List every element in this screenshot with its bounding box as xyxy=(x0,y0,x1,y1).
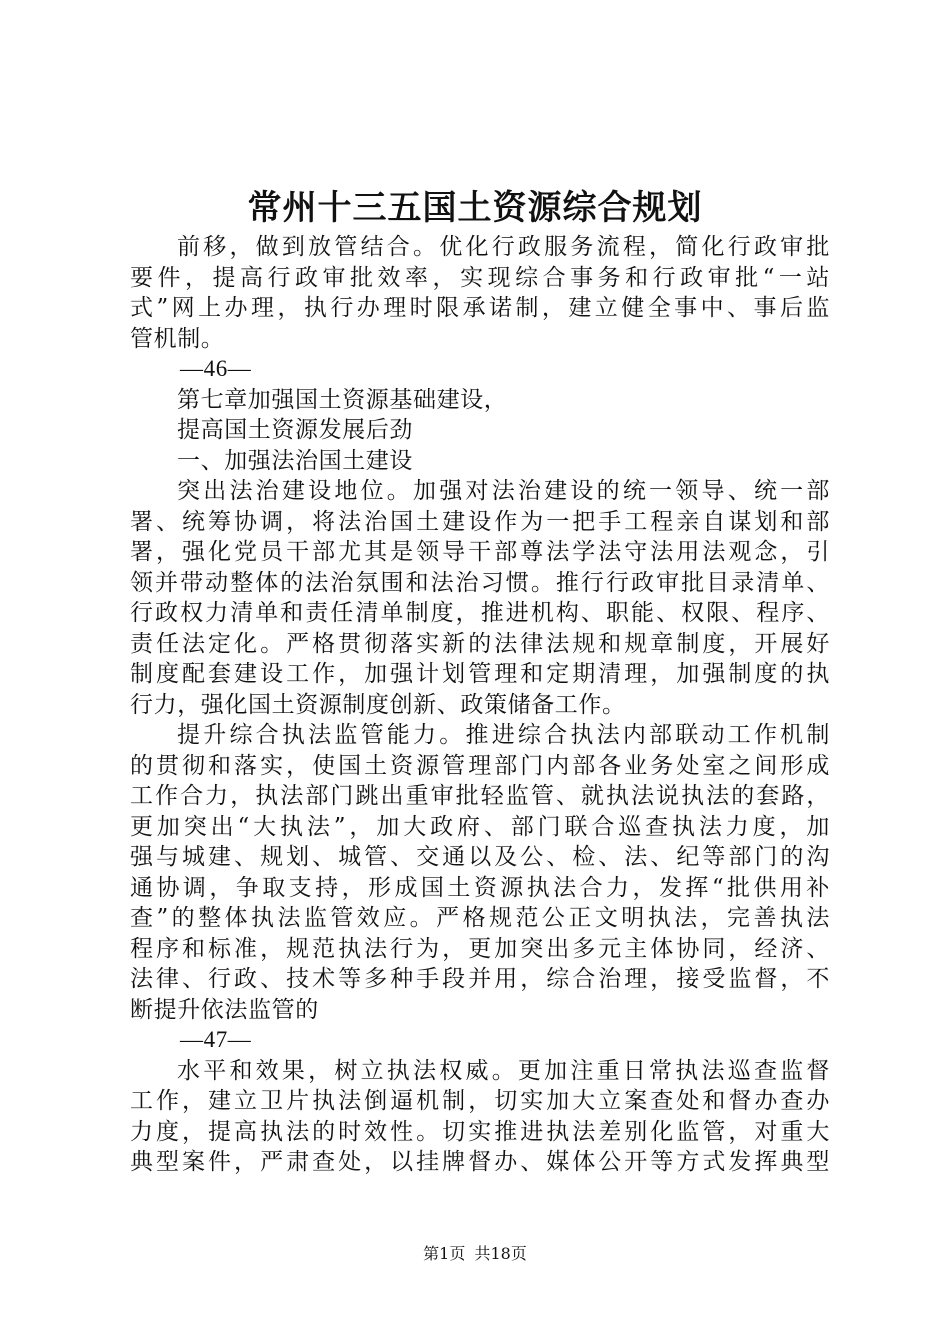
body-line: 查”的整体执法监管效应。严格规范公正文明执法，完善执法 xyxy=(130,905,830,931)
body-line: 式”网上办理，执行办理时限承诺制，建立健全事中、事后监 xyxy=(130,295,830,321)
chapter-heading: 第七章加强国土资源基础建设， xyxy=(177,386,508,413)
body-line: 要件，提高行政审批效率，实现综合事务和行政审批“一站 xyxy=(130,264,830,291)
page-marker: —47— xyxy=(180,1027,252,1052)
body-line: 力度，提高执法的时效性。切实推进执法差别化监管，对重大 xyxy=(130,1118,830,1145)
body-line: 前移，做到放管结合。优化行政服务流程，简化行政审批 xyxy=(177,234,830,260)
body-line: 责任法定化。严格贯彻落实新的法律法规和规章制度，开展好 xyxy=(130,630,830,657)
body-line: 制度配套建设工作，加强计划管理和定期清理，加强制度的执 xyxy=(130,661,830,687)
document-body xyxy=(130,232,830,1178)
body-line: 管机制。 xyxy=(130,325,225,352)
body-line: 强与城建、规划、城管、交通以及公、检、法、纪等部门的沟 xyxy=(130,844,830,870)
body-line: 通协调，争取支持，形成国土资源执法合力，发挥“批供用补 xyxy=(130,874,830,901)
body-line: 领并带动整体的法治氛围和法治习惯。推行行政审批目录清单、 xyxy=(130,569,830,596)
body-line: 典型案件，严肃查处，以挂牌督办、媒体公开等方式发挥典型 xyxy=(130,1149,830,1175)
chapter-heading: 提高国土资源发展后劲 xyxy=(177,417,413,443)
body-line: 水平和效果，树立执法权威。更加注重日常执法巡查监督 xyxy=(177,1057,830,1084)
body-line: 的贯彻和落实，使国土资源管理部门内部各业务处室之间形成 xyxy=(130,752,830,779)
body-line: 更加突出“大执法”，加大政府、部门联合巡查执法力度，加 xyxy=(130,813,830,840)
body-line: 法律、行政、技术等多种手段并用，综合治理，接受监督，不 xyxy=(130,966,830,992)
body-line: 行政权力清单和责任清单制度，推进机构、职能、权限、程序、 xyxy=(130,600,830,626)
body-line: 行力，强化国土资源制度创新、政策储备工作。 xyxy=(130,691,626,718)
body-line: 工作，建立卫片执法倒逼机制，切实加大立案查处和督办查办 xyxy=(130,1088,830,1114)
page-marker: —46— xyxy=(180,356,252,381)
section-heading: 一、加强法治国土建设 xyxy=(177,447,413,474)
page-footer xyxy=(0,1243,950,1265)
document-title: 常州十三五国土资源综合规划 xyxy=(247,188,703,228)
body-line: 署、统筹协调，将法治国土建设作为一把手工程亲自谋划和部 xyxy=(130,508,830,535)
page-number: 第1页 xyxy=(423,1244,466,1263)
body-line: 提升综合执法监管能力。推进综合执法内部联动工作机制 xyxy=(177,722,830,748)
body-line: 突出法治建设地位。加强对法治建设的统一领导、统一部 xyxy=(177,478,830,504)
body-line: 程序和标准，规范执法行为，更加突出多元主体协同，经济、 xyxy=(130,935,830,962)
body-line: 工作合力，执法部门跳出重审批轻监管、就执法说执法的套路， xyxy=(130,783,830,809)
body-line: 署，强化党员干部尤其是领导干部尊法学法守法用法观念，引 xyxy=(130,539,830,565)
page-total: 共18页 xyxy=(474,1244,527,1263)
body-line: 断提升依法监管的 xyxy=(130,996,319,1023)
